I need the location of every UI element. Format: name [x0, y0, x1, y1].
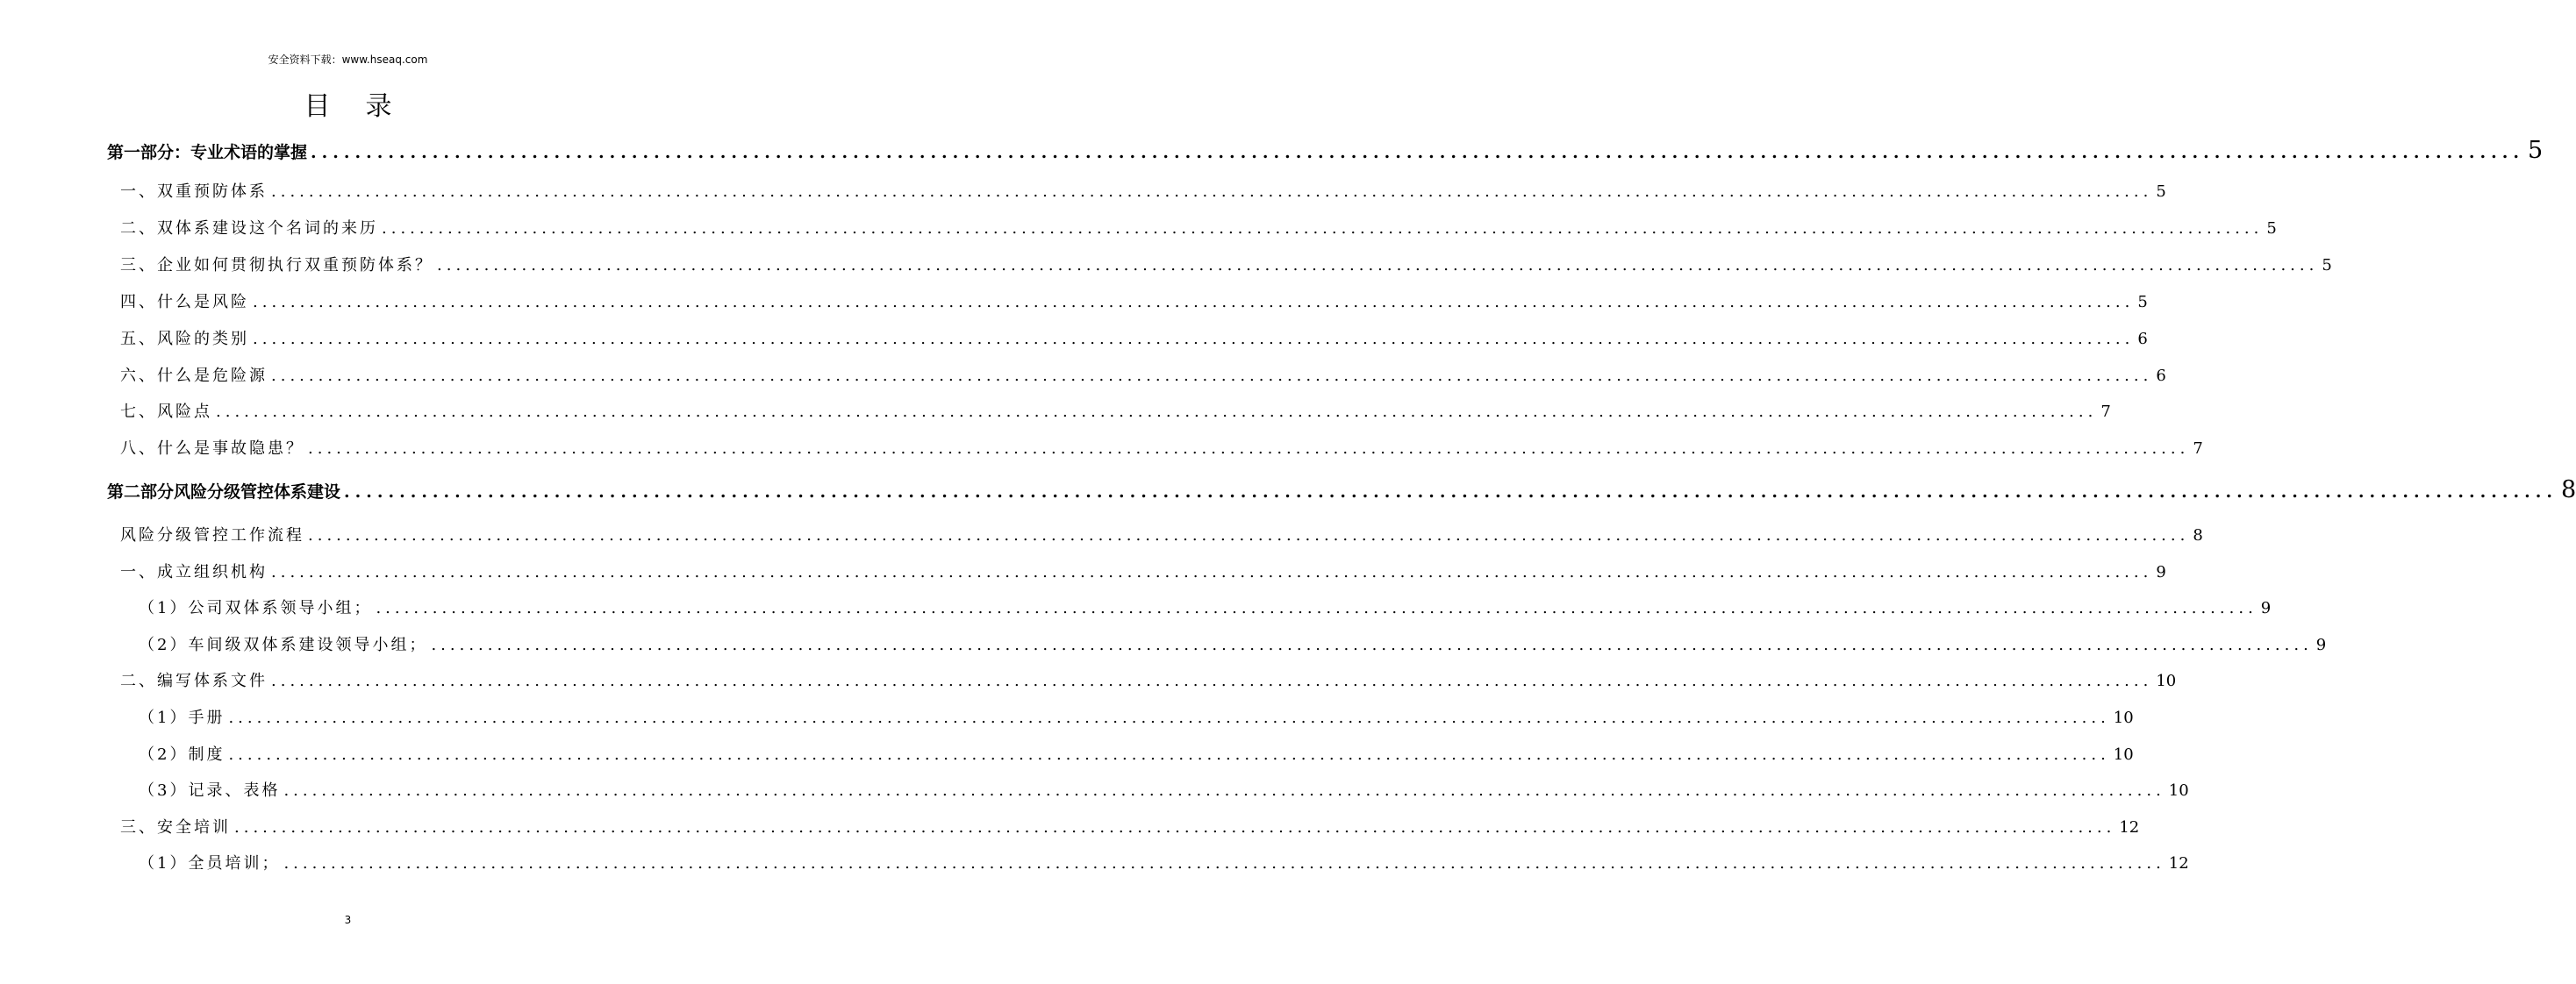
toc-entry-label: 五、风险的类别 — [120, 330, 249, 348]
toc-entry-label: 风险分级管控工作流程 — [120, 526, 304, 545]
toc-leader-dots: ........................................................................................................................................................................................................ — [283, 781, 2165, 800]
toc-entry — [139, 632, 2327, 655]
toc-entry-page: 10 — [2113, 745, 2134, 764]
toc-entry-page: 12 — [2168, 854, 2189, 873]
toc-entry — [120, 668, 2177, 691]
toc-section-heading — [107, 476, 2576, 503]
toc-leader-dots: ........................................................................................................................................................................................................ — [271, 367, 2153, 385]
toc-leader-dots: ........................................................................................................................................................................................................ — [234, 818, 2116, 837]
toc-leader-dots: ........................................................................................................................................................................................................ — [271, 563, 2153, 581]
toc-entry-page: 6 — [2137, 330, 2148, 348]
toc-entry — [120, 560, 2166, 582]
toc-entry — [139, 851, 2189, 873]
toc-entry-page: 5 — [2527, 137, 2544, 164]
toc-leader-dots: ........................................................................................................................................................................................................ — [311, 143, 2524, 162]
toc-entry — [120, 399, 2111, 422]
toc-entry-page: 9 — [2260, 599, 2272, 617]
toc-leader-dots: ........................................................................................................................................................................................................ — [308, 526, 2190, 545]
toc-entry — [120, 363, 2166, 386]
toc-entry — [139, 742, 2134, 765]
toc-leader-dots: ........................................................................................................................................................................................................ — [431, 636, 2313, 654]
toc-entry-label: 三、企业如何贯彻执行双重预防体系？ — [120, 256, 433, 275]
toc-leader-dots: ........................................................................................................................................................................................................ — [216, 403, 2098, 421]
toc-entry-label: （1）全员培训； — [139, 854, 281, 873]
toc-leader-dots: ........................................................................................................................................................................................................ — [308, 439, 2190, 458]
toc-leader-dots: ........................................................................................................................................................................................................ — [437, 256, 2319, 275]
toc-entry — [120, 436, 2203, 459]
toc-entry-label: （1）公司双体系领导小组； — [139, 599, 373, 617]
toc-entry — [120, 326, 2148, 349]
toc-entry — [120, 216, 2277, 239]
toc-entry-page: 10 — [2168, 781, 2189, 800]
toc-entry — [139, 778, 2189, 801]
toc-leader-dots: ........................................................................................................................................................................................................ — [271, 672, 2153, 690]
toc-entry — [120, 253, 2332, 275]
toc-entry-page: 5 — [2156, 182, 2166, 201]
toc-leader-dots: ........................................................................................................................................................................................................ — [228, 709, 2110, 727]
toc-entry-label: 二、双体系建设这个名词的来历 — [120, 219, 378, 238]
toc-entry-label: 一、双重预防体系 — [120, 182, 268, 201]
toc-entry-page: 12 — [2119, 818, 2140, 837]
toc-entry-label: （3）记录、表格 — [139, 781, 281, 800]
toc-entry-label: 三、安全培训 — [120, 818, 231, 837]
toc-entry-label: 第二部分风险分级管控体系建设 — [107, 482, 341, 502]
toc-leader-dots: ........................................................................................................................................................................................................ — [253, 293, 2135, 311]
toc-entry — [120, 523, 2203, 545]
toc-leader-dots: ........................................................................................................................................................................................................ — [283, 854, 2165, 873]
toc-entry-page: 5 — [2137, 293, 2148, 311]
toc-entry-page: 8 — [2193, 526, 2203, 545]
toc-leader-dots: ........................................................................................................................................................................................................ — [271, 182, 2153, 201]
toc-entry-page: 10 — [2156, 672, 2177, 690]
toc-entry-page: 5 — [2266, 219, 2277, 238]
page-number: 3 — [344, 914, 352, 926]
toc-entry-label: （1）手册 — [139, 709, 225, 727]
toc-entry-page: 9 — [2315, 636, 2327, 654]
toc-entry — [139, 595, 2272, 618]
toc-entry-page: 7 — [2193, 439, 2203, 458]
toc-entry-page: 6 — [2156, 367, 2166, 385]
toc-entry-label: 四、什么是风险 — [120, 293, 249, 311]
toc-leader-dots: ........................................................................................................................................................................................................ — [228, 745, 2110, 764]
toc-entry — [120, 179, 2166, 202]
toc-entry-page: 8 — [2560, 476, 2576, 503]
page-header: 安全资料下载：www.hseaq.com — [268, 53, 428, 66]
toc-entry-label: 六、什么是危险源 — [120, 367, 268, 385]
toc-entry-page: 7 — [2100, 403, 2111, 421]
toc-entry-page: 10 — [2113, 709, 2134, 727]
toc-entry-label: （2）车间级双体系建设领导小组； — [139, 636, 428, 654]
toc-entry-label: 八、什么是事故隐患？ — [120, 439, 304, 458]
toc-entry-label: 一、成立组织机构 — [120, 563, 268, 581]
toc-entry-page: 5 — [2322, 256, 2332, 275]
toc-entry-label: （2）制度 — [139, 745, 225, 764]
toc-entry — [120, 289, 2148, 312]
toc-leader-dots: ........................................................................................................................................................................................................ — [376, 599, 2258, 617]
toc-section-heading — [107, 137, 2544, 164]
toc-leader-dots: ........................................................................................................................................................................................................ — [382, 219, 2264, 238]
toc-entry-label: 七、风险点 — [120, 403, 212, 421]
toc-entry — [139, 705, 2134, 728]
document-title: 目录 — [304, 91, 427, 122]
toc-entry-label: 第一部分：专业术语的掌握 — [107, 143, 308, 162]
toc-entry — [120, 815, 2140, 838]
toc-entry-label: 二、编写体系文件 — [120, 672, 268, 690]
toc-entry-page: 9 — [2156, 563, 2166, 581]
toc-leader-dots: ........................................................................................................................................................................................................ — [344, 482, 2558, 502]
toc-leader-dots: ........................................................................................................................................................................................................ — [253, 330, 2135, 348]
